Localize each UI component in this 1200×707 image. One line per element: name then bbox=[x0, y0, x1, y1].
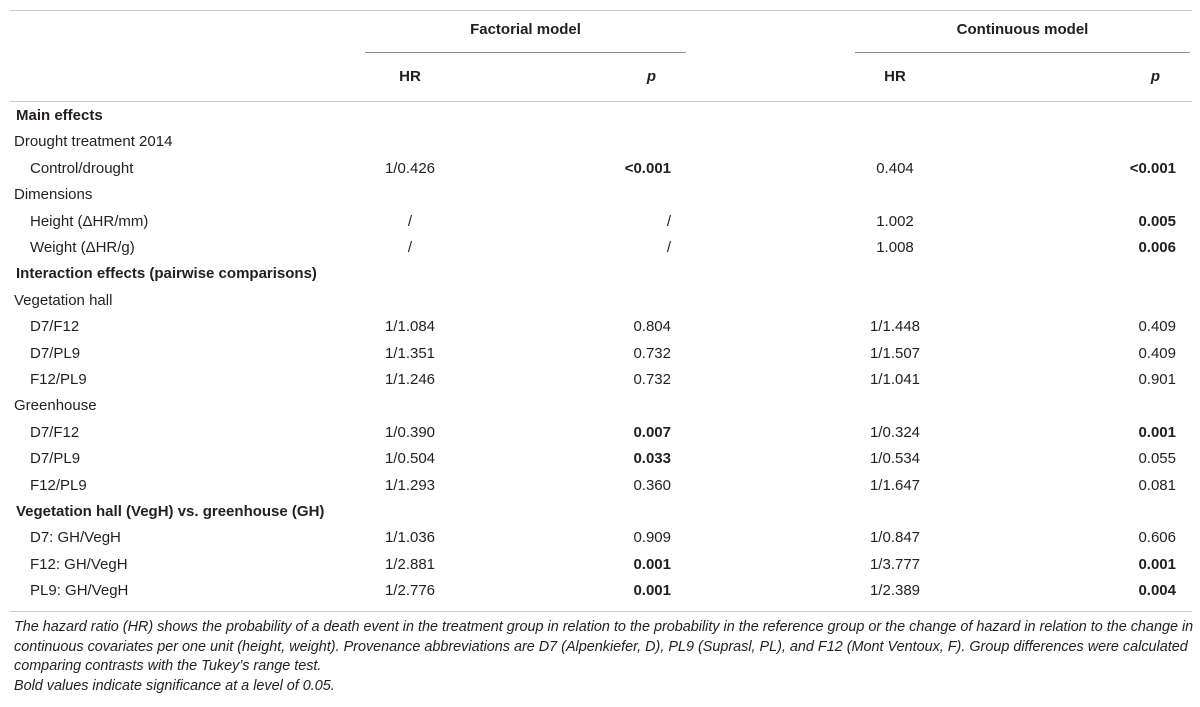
row-label: F12/PL9 bbox=[30, 371, 87, 388]
row-label: Control/drought bbox=[30, 159, 134, 177]
factorial-p-cell: 0.909 bbox=[633, 529, 671, 547]
factorial-hr-cell: 1/1.084 bbox=[384, 318, 436, 336]
factorial-p-cell: 0.732 bbox=[633, 371, 671, 388]
continuous-hr-cell: 1.002 bbox=[876, 212, 914, 230]
row-label: Vegetation hall bbox=[14, 291, 113, 309]
header-bottom-rule bbox=[10, 101, 1192, 102]
subsection-row bbox=[0, 288, 1200, 314]
row-label: Height (ΔHR/mm) bbox=[30, 212, 149, 230]
table-top-rule bbox=[10, 10, 1192, 11]
table-row bbox=[0, 235, 1200, 261]
continuous-p-cell: 0.004 bbox=[1138, 582, 1176, 600]
factorial-p-cell: 0.001 bbox=[633, 582, 671, 600]
factorial-hr-cell: 1/1.293 bbox=[384, 476, 436, 494]
row-label: D7: GH/VegH bbox=[30, 529, 121, 547]
continuous-hr-cell: 1/1.448 bbox=[869, 318, 921, 336]
factorial-hr-cell: 1/2.776 bbox=[384, 582, 436, 600]
table-row bbox=[0, 341, 1200, 367]
table-row bbox=[0, 578, 1200, 604]
factorial-hr-header: HR bbox=[399, 68, 421, 85]
continuous-group-rule bbox=[855, 52, 1190, 53]
continuous-hr-cell: 1/0.847 bbox=[869, 529, 921, 547]
factorial-p-cell: 0.360 bbox=[633, 476, 671, 494]
row-label: Interaction effects (pairwise comparisons) bbox=[16, 265, 317, 283]
factorial-p-cell: / bbox=[666, 212, 671, 230]
continuous-p-cell: 0.005 bbox=[1138, 212, 1176, 230]
continuous-p-header: p bbox=[1150, 68, 1160, 85]
row-label: D7/PL9 bbox=[30, 344, 81, 362]
table-row bbox=[0, 367, 1200, 393]
continuous-hr-cell: 0.404 bbox=[876, 159, 914, 177]
factorial-p-cell: 0.007 bbox=[633, 423, 671, 441]
factorial-model-heading: Factorial model bbox=[470, 21, 581, 38]
row-label: Dimensions bbox=[14, 186, 93, 204]
row-label: D7/F12 bbox=[30, 423, 80, 441]
table-bottom-rule bbox=[10, 611, 1192, 612]
table-row bbox=[0, 473, 1200, 499]
factorial-p-cell: 0.804 bbox=[633, 318, 671, 336]
subsection-row bbox=[0, 129, 1200, 155]
factorial-p-cell: 0.033 bbox=[633, 450, 671, 468]
row-label: Main effects bbox=[16, 107, 103, 124]
significance-note: Bold values indicate significance at a level of 0.05. bbox=[14, 678, 335, 694]
row-label: Weight (ΔHR/g) bbox=[30, 239, 135, 256]
table-row bbox=[0, 525, 1200, 551]
continuous-p-cell: 0.055 bbox=[1138, 450, 1176, 468]
factorial-hr-cell: 1/0.390 bbox=[384, 423, 436, 441]
subsection-row bbox=[0, 182, 1200, 208]
continuous-p-cell: 0.901 bbox=[1138, 371, 1176, 388]
continuous-hr-cell: 1.008 bbox=[876, 239, 914, 256]
factorial-hr-cell: 1/1.246 bbox=[384, 371, 436, 388]
factorial-hr-cell: 1/2.881 bbox=[384, 555, 436, 573]
continuous-hr-cell: 1/3.777 bbox=[869, 555, 921, 573]
row-label: Vegetation hall (VegH) vs. greenhouse (GH) bbox=[16, 503, 325, 520]
row-label: D7/F12 bbox=[30, 318, 80, 336]
continuous-hr-header: HR bbox=[884, 68, 906, 85]
table-row bbox=[0, 420, 1200, 446]
table-row bbox=[0, 552, 1200, 578]
factorial-hr-cell: / bbox=[407, 239, 413, 256]
table-row bbox=[0, 314, 1200, 340]
factorial-hr-cell: 1/1.351 bbox=[384, 344, 436, 362]
continuous-p-cell: <0.001 bbox=[1129, 159, 1176, 177]
continuous-p-cell: 0.001 bbox=[1138, 423, 1176, 441]
table-row bbox=[0, 156, 1200, 182]
factorial-p-header: p bbox=[646, 68, 656, 85]
factorial-hr-cell: 1/0.426 bbox=[384, 159, 436, 177]
factorial-hr-cell: 1/0.504 bbox=[384, 450, 436, 468]
row-label: F12/PL9 bbox=[30, 476, 87, 494]
section-row bbox=[0, 103, 1200, 129]
table-row bbox=[0, 446, 1200, 472]
factorial-hr-cell: 1/1.036 bbox=[384, 529, 436, 547]
continuous-p-cell: 0.081 bbox=[1138, 476, 1176, 494]
continuous-p-cell: 0.006 bbox=[1138, 239, 1176, 256]
row-label: PL9: GH/VegH bbox=[30, 582, 129, 600]
continuous-p-cell: 0.409 bbox=[1138, 344, 1176, 362]
factorial-hr-cell: / bbox=[407, 212, 413, 230]
table-row bbox=[0, 209, 1200, 235]
continuous-hr-cell: 1/0.324 bbox=[869, 423, 921, 441]
section-row bbox=[0, 499, 1200, 525]
factorial-p-cell: <0.001 bbox=[624, 159, 671, 177]
continuous-hr-cell: 1/1.647 bbox=[869, 476, 921, 494]
row-label: D7/PL9 bbox=[30, 450, 81, 468]
row-label: Drought treatment 2014 bbox=[14, 133, 173, 151]
continuous-p-cell: 0.606 bbox=[1138, 529, 1176, 547]
continuous-hr-cell: 1/0.534 bbox=[869, 450, 921, 468]
factorial-p-cell: / bbox=[666, 239, 671, 256]
continuous-p-cell: 0.409 bbox=[1138, 318, 1176, 336]
section-row bbox=[0, 261, 1200, 287]
row-label: Greenhouse bbox=[14, 397, 97, 415]
continuous-hr-cell: 1/1.041 bbox=[869, 371, 921, 388]
continuous-p-cell: 0.001 bbox=[1138, 555, 1176, 573]
table-footnote: The hazard ratio (HR) shows the probability of a death event in the treatment group in relation to the probability in the reference group or the change of hazard in relation to the change in continuous covariates per one unit (height, weight). Provenance abbreviations are D7 (Alpenkiefer, D), PL9 (Suprasl, PL), and F12 (Mont Ventoux, F). Group differences were calculated comparing contrasts with the Tukey’s range test. bbox=[14, 619, 1194, 674]
subsection-row bbox=[0, 393, 1200, 419]
continuous-hr-cell: 1/1.507 bbox=[869, 344, 921, 362]
factorial-group-rule bbox=[365, 52, 686, 53]
continuous-model-heading: Continuous model bbox=[956, 21, 1089, 38]
row-label: F12: GH/VegH bbox=[30, 555, 128, 573]
factorial-p-cell: 0.732 bbox=[633, 344, 671, 362]
continuous-hr-cell: 1/2.389 bbox=[869, 582, 921, 600]
factorial-p-cell: 0.001 bbox=[633, 555, 671, 573]
